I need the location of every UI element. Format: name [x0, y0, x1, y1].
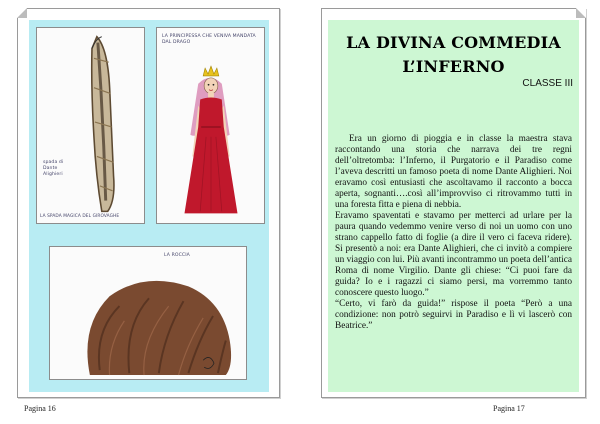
paragraph: Eravamo spaventati e stavamo per metterci ad urlare per la paura quando vedemmo venire verso di noi un uomo con uno strano cappello fatto di foglie (a dire il vero ci faceva ridere). Si presentò a noi: era Dante Alighieri, che ci invitò a compiere un viaggio con lui. Più avanti incontrammo un poeta dell’antica Roma di nome Virgilio. Dante gli chiese: “Ci puoi fare da guida? Io e i ragazzi ci siamo persi, ma vorremmo tanto conoscere questo luogo.” [335, 211, 573, 298]
left-page [17, 8, 280, 398]
princess-drawing-icon [157, 28, 264, 223]
page-number-right: Pagina 17 [493, 404, 525, 413]
rock-drawing-icon [50, 247, 246, 379]
caption-sword-note: spada di Dante Alighieri [43, 160, 64, 177]
caption-rock: LA ROCCIA [164, 253, 190, 258]
paragraph: “Certo, vi farò da guida!” rispose il poeta “Però a una condizione: non potrò seguirvi in Paradiso e lì vi lascerò con Beatrice.” [335, 299, 572, 331]
drawing-sword [36, 27, 145, 224]
page-number-left: Pagina 16 [24, 404, 56, 413]
caption-princess: LA PRINCIPESSA CHE VENIVA MANDATA DAL DRAGO [162, 34, 256, 45]
title-line-2: L’INFERNO [402, 57, 505, 76]
drawing-princess [156, 27, 265, 224]
class-label: CLASSE III [522, 78, 573, 89]
sword-drawing-icon [37, 28, 144, 223]
page-curl-corner [576, 8, 586, 18]
page-curl-corner [17, 8, 27, 18]
story-panel [328, 20, 579, 392]
paragraph: Era un giorno di pioggia e in classe la maestra stava raccontando una storia che narrava dei tre regni dell’oltretomba: l’Inferno, il Purgatorio e il Paradiso come l’aveva descritti un famoso poeta di nome Dante Alighieri. Noi eravamo così entusiasti che ascoltavamo il racconto a bocca aperta, sognanti….così all’improvviso ci ritrovammo tutti in una foresta fitta e piena di nebbia. [335, 134, 572, 210]
story-text [335, 134, 572, 332]
title-line-1: LA DIVINA COMMEDIA [346, 33, 561, 52]
right-page [321, 8, 586, 398]
drawings-panel [29, 20, 269, 392]
drawing-rock [49, 246, 247, 380]
caption-sword: LA SPADA MAGICA DEL GIROVAGHE [40, 214, 120, 219]
